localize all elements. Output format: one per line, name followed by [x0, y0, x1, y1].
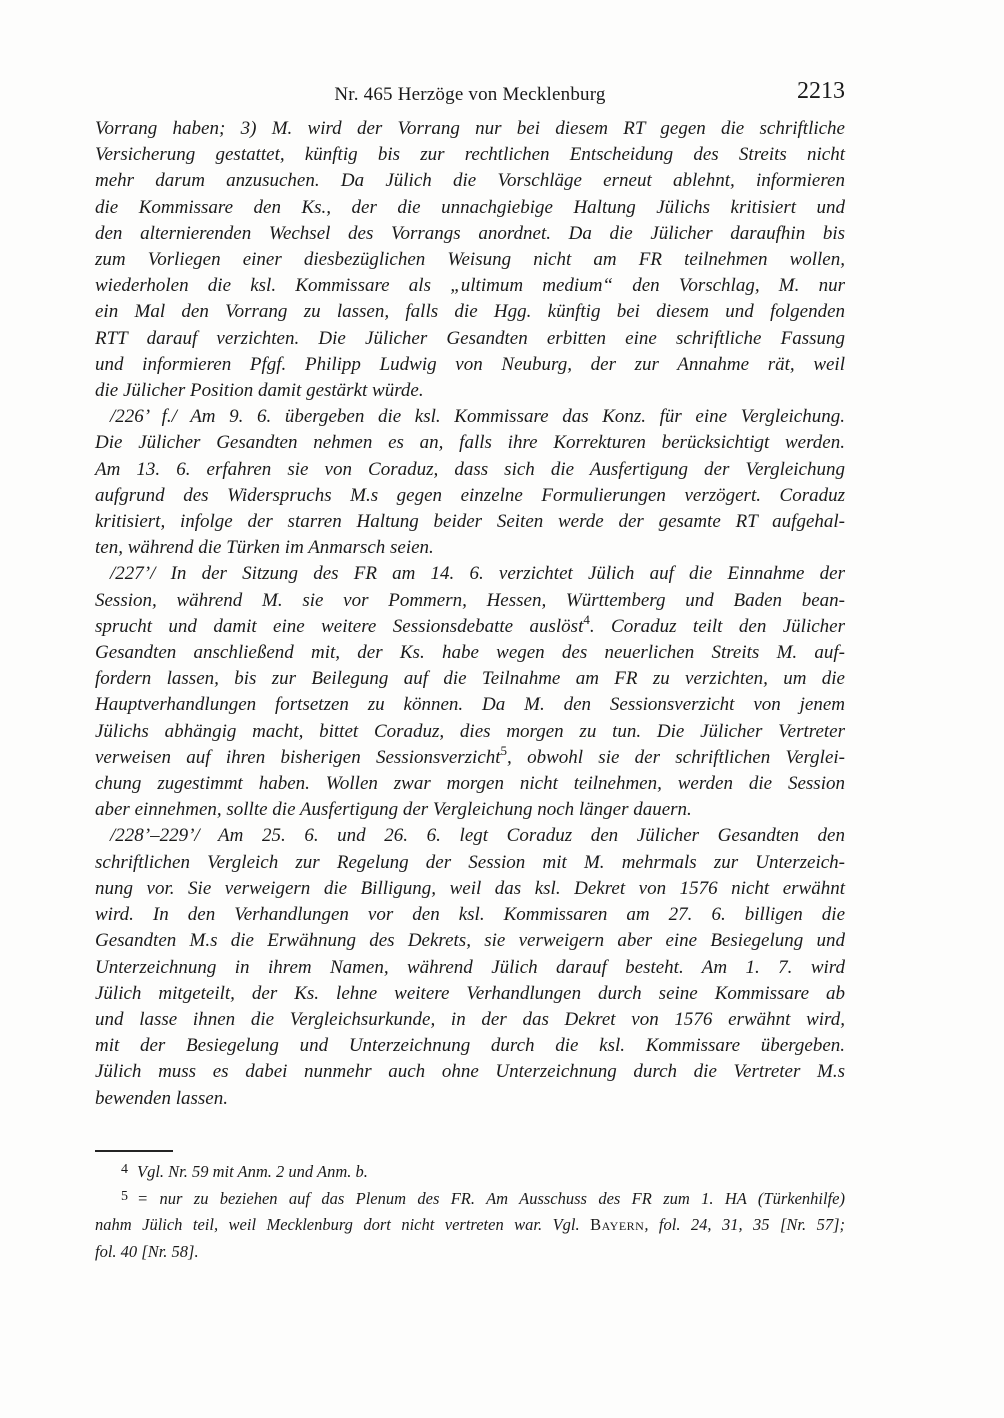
text-line: Jülich muss es dabei nunmehr auch ohne Unterzeichnung durch die Vertreter M.s [95, 1061, 845, 1083]
text-line: mit der Besiegelung und Unterzeichnung durch die ksl. Kommissare übergeben. [95, 1035, 845, 1057]
footnote-line: fol. 40 [Nr. 58]. [95, 1241, 199, 1261]
text-line: und lasse ihnen die Vergleichsurkunde, in der das Dekret von 1576 erwähnt wird, [95, 1008, 845, 1030]
text-line: Versicherung gestattet, künftig bis zur rechtlichen Entscheidung des Streits nicht [95, 144, 845, 166]
footnote-ref-4: 4 [583, 611, 590, 627]
footnote-line [95, 1186, 845, 1213]
paragraph-3 [95, 561, 845, 823]
footnote-marker: 4 [121, 1162, 128, 1177]
footnote-text: Vgl. Nr. 59 mit Anm. 2 und Anm. b. [137, 1162, 368, 1181]
text-line: Die Jülicher Gesandten nehmen es an, falls ihre Korrekturen berücksichtigt werden. [95, 432, 845, 454]
footnotes-section [95, 1150, 845, 1265]
text-line [95, 742, 845, 771]
text-line: kritisiert, infolge der starren Haltung beider Seiten werde der gesamte RT aufgehal- [95, 511, 845, 533]
text-line: Jülichs abhängig macht, bittet Coraduz, dies morgen zu tun. Die Jülicher Vertreter [95, 720, 845, 742]
text-line: Gesandten anschließend mit, der Ks. habe wegen des neuerlichen Streits M. auf- [95, 642, 845, 664]
text-line: fordern lassen, bis zur Beilegung auf die Teilnahme am FR zu verzichten, um die [95, 668, 845, 690]
text-line: /227’/ In der Sitzung des FR am 14. 6. verzichtet Jülich auf die Einnahme der [110, 563, 845, 585]
text-line: die Jülicher Position damit gestärkt würde. [95, 380, 424, 402]
text-line: ein Mal den Vorrang zu lassen, falls die Hgg. künftig bei diesem und folgenden [95, 301, 845, 323]
text-line: wiederholen die ksl. Kommissare als „ultimum medium“ den Vorschlag, M. nur [95, 275, 845, 297]
footnote-line [95, 1212, 845, 1239]
text-line: schriftlichen Vergleich zur Regelung der Session mit M. mehrmals zur Unterzeich- [95, 851, 845, 873]
text-line: Unterzeichnung in ihrem Namen, während Jülich darauf besteht. Am 1. 7. wird [95, 956, 845, 978]
text-line [95, 611, 845, 640]
text-line: zum Vorliegen einer diesbezüglichen Weisung nicht am FR teilnehmen wollen, [95, 249, 845, 271]
paragraph-4 [95, 823, 845, 1111]
text-segment: verweisen auf ihren bisherigen Sessionsverzicht [95, 746, 501, 768]
text-line: Am 13. 6. erfahren sie von Coraduz, dass sich die Ausfertigung der Vergleichung [95, 458, 845, 480]
text-line: /226’ f./ Am 9. 6. übergeben die ksl. Kommissare das Konz. für eine Vergleichung. [110, 406, 845, 428]
text-line: wird. In den Verhandlungen vor den ksl. Kommissaren am 27. 6. billigen die [95, 904, 845, 926]
paragraph-1 [95, 116, 845, 404]
paragraph-2 [95, 404, 845, 561]
text-line: RTT darauf verzichten. Die Jülicher Gesandten erbitten eine schriftliche Fassung [95, 327, 845, 349]
text-line: /228’–229’/ Am 25. 6. und 26. 6. legt Coraduz den Jülicher Gesandten den [110, 825, 845, 847]
footnote-line [95, 1159, 845, 1186]
text-segment: , obwohl sie der schriftlichen Verglei- [507, 746, 845, 768]
text-line: Vorrang haben; 3) M. wird der Vorrang nur bei diesem RT gegen die schriftliche [95, 118, 845, 139]
text-line: Hauptverhandlungen fortsetzen zu können. Da M. den Sessionsverzicht von jenem [95, 694, 845, 716]
text-line: bewenden lassen. [95, 1087, 228, 1109]
footnote-text: nahm Jülich teil, weil Mecklenburg dort nicht vertreten war. Vgl. [95, 1215, 591, 1234]
text-line: nung vor. Sie verweigern die Billigung, weil das ksl. Dekret von 1576 nicht erwähnt [95, 877, 845, 899]
text-line: Gesandten M.s die Erwähnung des Dekrets, sie verweigern aber eine Besiegelung und [95, 930, 845, 952]
text-segment: . Coraduz teilt den Jülicher [589, 615, 845, 637]
main-text [95, 116, 845, 1112]
text-line: aufgrund des Widerspruchs M.s gegen einzelne Formulierungen verzögert. Coraduz [95, 484, 845, 506]
smallcaps-archive-name: Bayern [590, 1215, 645, 1234]
footnote-text: = nur zu beziehen auf das Plenum des FR. Am Ausschuss des FR zum 1. HA (Türkenhilfe) [137, 1188, 845, 1208]
footnote-ref-5: 5 [500, 742, 508, 758]
footnote-4 [95, 1159, 845, 1186]
footnote-text: , fol. 24, 31, 35 [Nr. 57]; [644, 1215, 846, 1234]
footnote-marker: 5 [121, 1188, 128, 1204]
running-head: Nr. 465 Herzöge von Mecklenburg [334, 84, 606, 105]
text-line: die Kommissare den Ks., der die unnachgiebige Haltung Jülichs kritisiert und [95, 196, 845, 218]
text-line: aber einnehmen, sollte die Ausfertigung der Vergleichung noch länger dauern. [95, 799, 692, 821]
text-line: den alternierenden Wechsel des Vorrangs anordnet. Da die Jülicher daraufhin bis [95, 222, 845, 244]
text-line: chung zugestimmt haben. Wollen zwar morgen nicht teilnehmen, werden die Session [95, 773, 845, 795]
text-line: ten, während die Türken im Anmarsch seien. [95, 537, 434, 559]
footnote-5 [95, 1186, 845, 1266]
text-line: mehr darum anzusuchen. Da Jülich die Vorschläge erneut ablehnt, informieren [95, 170, 845, 192]
page-header [95, 78, 845, 114]
text-line: Session, während M. sie vor Pommern, Hessen, Württemberg und Baden bean- [95, 589, 845, 611]
text-line: und informieren Pfgf. Philipp Ludwig von Neuburg, der zur Annahme rät, weil [95, 353, 845, 375]
footnote-separator [95, 1150, 173, 1152]
text-segment: sprucht und damit eine weitere Sessionsdebatte auslöst [95, 615, 584, 637]
page-number: 2213 [797, 78, 845, 104]
text-line: Jülich mitgeteilt, der Ks. lehne weitere Verhandlungen durch seine Kommissare ab [95, 982, 845, 1004]
